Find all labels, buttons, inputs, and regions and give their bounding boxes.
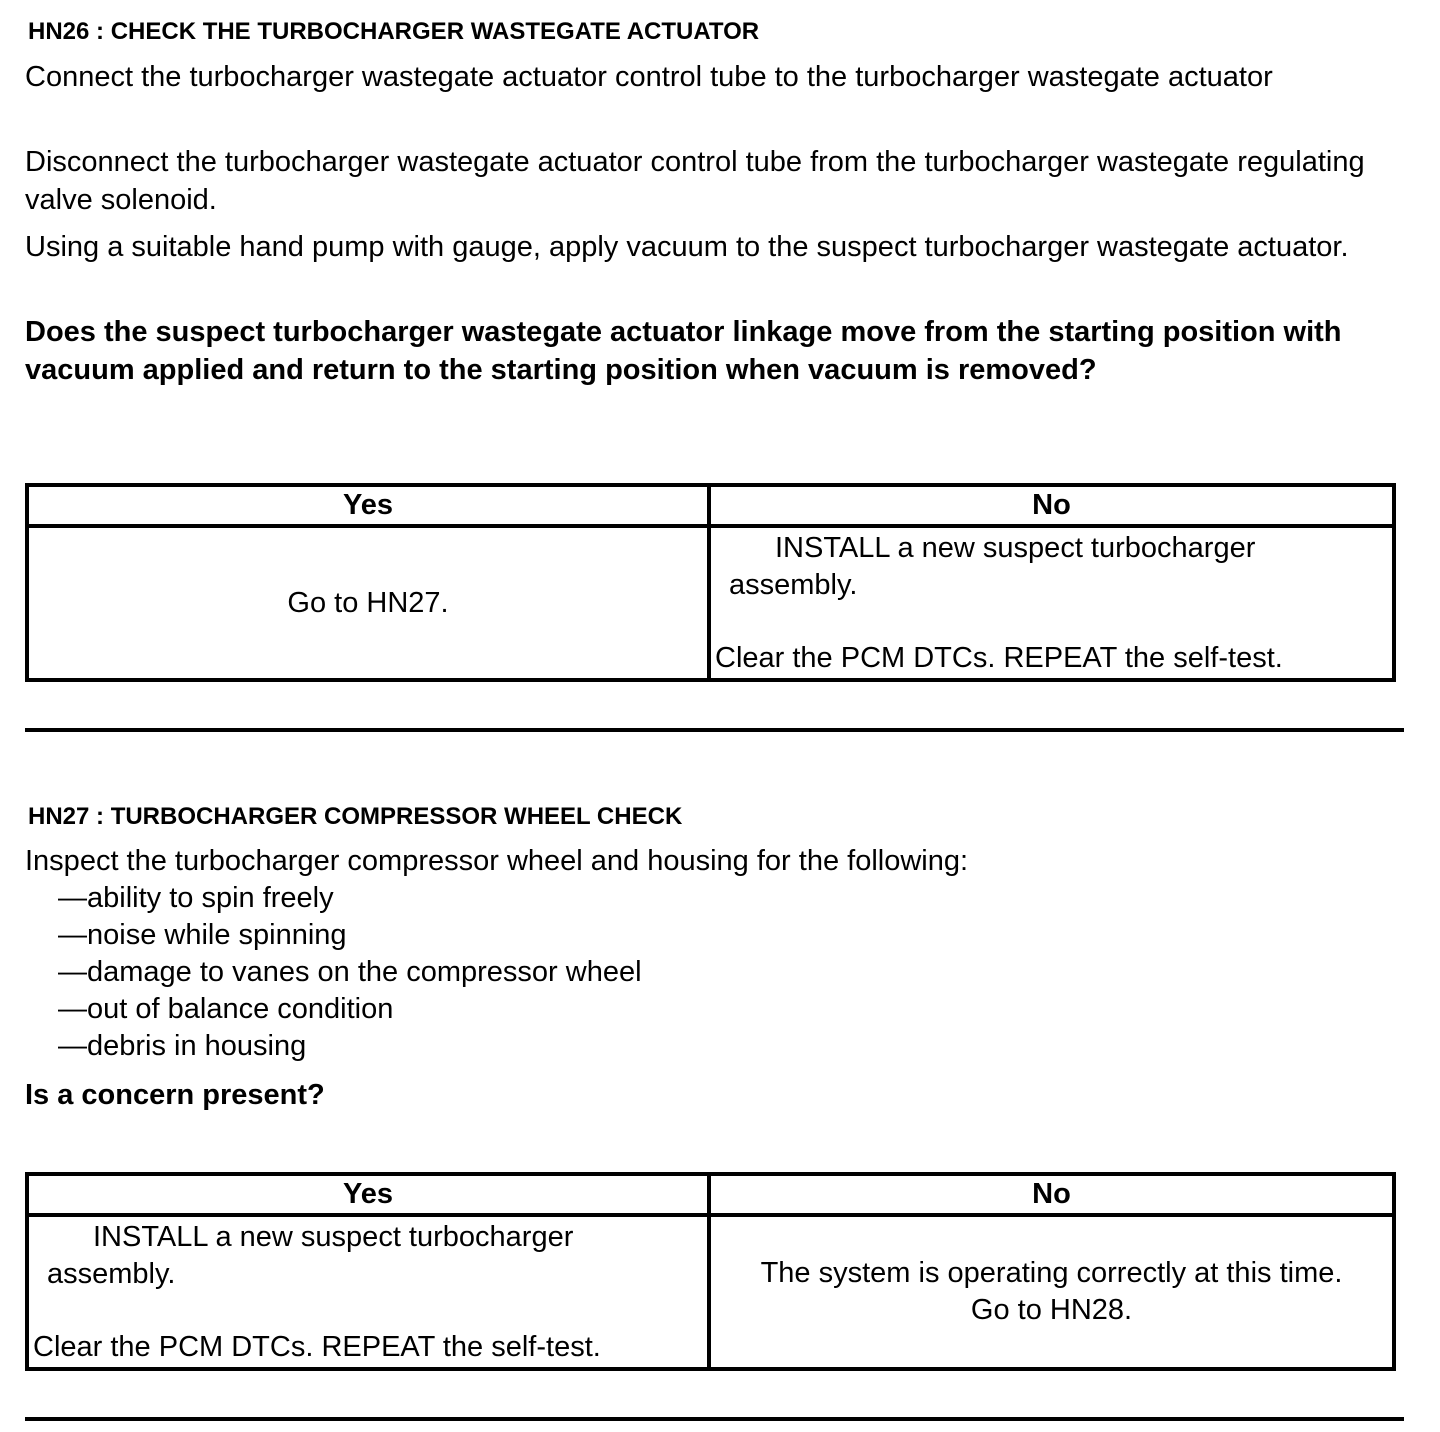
hn27-question: Is a concern present? <box>25 1079 325 1111</box>
hn27-no-cell <box>709 1215 1394 1369</box>
hn27-yes-line-3: Clear the PCM DTCs. REPEAT the self-test. <box>33 1331 601 1363</box>
section-divider <box>25 1417 1404 1421</box>
hn27-decision-table <box>25 1172 1396 1371</box>
section-divider <box>25 728 1404 732</box>
hn27-yes-cell <box>27 1215 709 1369</box>
hn27-heading: HN27 : TURBOCHARGER COMPRESSOR WHEEL CHECK <box>28 803 683 830</box>
hn26-paragraph-2: Disconnect the turbocharger wastegate actuator control tube from the turbocharger wastegate regulating valve solenoid. <box>25 146 1365 216</box>
hn27-yes-header: Yes <box>27 1174 709 1215</box>
hn27-yes-line-1: INSTALL a new suspect turbocharger <box>93 1221 574 1253</box>
hn26-no-cell <box>709 526 1394 680</box>
hn27-no-line-1: The system is operating correctly at this time. <box>760 1257 1343 1289</box>
hn27-check-item: —noise while spinning <box>58 919 347 951</box>
hn27-no-line-2: Go to HN28. <box>970 1294 1133 1326</box>
hn26-no-line-1: INSTALL a new suspect turbocharger <box>775 532 1256 564</box>
hn27-check-item: —damage to vanes on the compressor wheel <box>58 956 642 988</box>
hn27-check-item: —ability to spin freely <box>58 882 334 914</box>
hn27-yes-line-2: assembly. <box>47 1258 176 1290</box>
hn26-heading: HN26 : CHECK THE TURBOCHARGER WASTEGATE ACTUATOR <box>28 18 760 45</box>
hn27-no-header: No <box>709 1174 1394 1215</box>
hn26-question: Does the suspect turbocharger wastegate actuator linkage move from the starting position with vacuum applied and return to the starting position when vacuum is removed? <box>25 316 1342 386</box>
hn27-check-item: —out of balance condition <box>58 993 394 1025</box>
hn26-paragraph-1: Connect the turbocharger wastegate actuator control tube to the turbocharger wastegate actuator <box>25 61 1273 93</box>
hn26-no-line-3: Clear the PCM DTCs. REPEAT the self-test. <box>715 642 1283 674</box>
hn26-no-line-2: assembly. <box>729 569 858 601</box>
hn26-yes-header: Yes <box>27 485 709 526</box>
hn26-yes-cell: Go to HN27. <box>27 526 709 680</box>
hn26-paragraph-3: Using a suitable hand pump with gauge, apply vacuum to the suspect turbocharger wastegate actuator. <box>25 231 1349 263</box>
hn27-check-item: —debris in housing <box>58 1030 307 1062</box>
hn27-intro: Inspect the turbocharger compressor wheel and housing for the following: <box>25 845 969 877</box>
hn26-no-header: No <box>709 485 1394 526</box>
hn26-decision-table <box>25 483 1396 682</box>
